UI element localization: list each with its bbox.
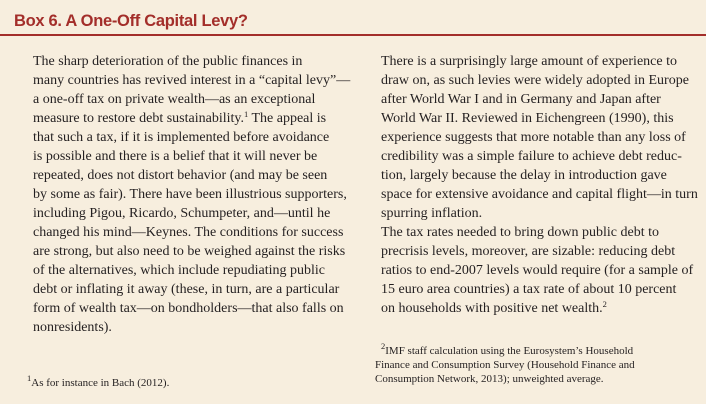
text-line: spurring inflation. bbox=[381, 206, 483, 221]
text-line: credibility was a simple failure to achieve debt reduc- bbox=[381, 149, 682, 164]
text-line: tion, largely because the delay in introduction gave bbox=[381, 168, 667, 183]
footnote-line: Consumption Network, 2013); unweighted average. bbox=[375, 373, 604, 385]
footnote-text: As for instance in Bach (2012). bbox=[31, 377, 170, 389]
text-segment: on households with positive net wealth. bbox=[381, 301, 603, 316]
text-line: debt or inflating it away (these, in turn, are a particular bbox=[33, 282, 340, 297]
title-rule bbox=[0, 34, 706, 36]
footnote-line bbox=[375, 341, 695, 358]
text-segment: measure to restore debt sustainability. bbox=[33, 111, 244, 126]
footnote-text: IMF staff calculation using the Eurosystem’s Household bbox=[385, 345, 634, 357]
text-line: that such a tax, if it is implemented before avoidance bbox=[33, 130, 330, 145]
text-line: is possible and there is a belief that it will never be bbox=[33, 149, 318, 164]
text-line: of the alternatives, which include repudiating public bbox=[33, 263, 325, 278]
footnote-marker: 2 bbox=[381, 341, 386, 351]
right-paragraph-1 bbox=[369, 52, 698, 223]
text-line: by some as fair). There have been illustrious supporters, bbox=[33, 187, 347, 202]
text-line bbox=[369, 299, 695, 318]
text-line: including Pigou, Ricardo, Schumpeter, and—until he bbox=[33, 206, 331, 221]
text-line: space for extensive avoidance and capital flight—in turn bbox=[381, 187, 698, 202]
text-line: There is a surprisingly large amount of experience to bbox=[381, 54, 677, 69]
text-line: repeated, does not distort behavior (and may be seen bbox=[33, 168, 328, 183]
text-line: draw on, as such levies were widely adopted in Europe bbox=[381, 73, 689, 88]
text-line: ratios to end-2007 levels would require (for a sample of bbox=[381, 263, 694, 278]
footnote-1 bbox=[27, 373, 347, 390]
footnote-ref-2: 2 bbox=[602, 299, 607, 309]
text-line: after World War I and in Germany and Japan after bbox=[381, 92, 661, 107]
footnote-2 bbox=[375, 341, 695, 386]
footnote-marker: 1 bbox=[27, 373, 32, 383]
text-line: are strong, but also need to be weighed against the risks bbox=[33, 244, 346, 259]
text-line: 15 euro area countries) a tax rate of about 10 percent bbox=[381, 282, 677, 297]
text-segment: The appeal is bbox=[248, 111, 327, 126]
text-line: precrisis levels, moreover, are sizable: reducing debt bbox=[381, 244, 676, 259]
right-column bbox=[369, 52, 698, 318]
text-line: The tax rates needed to bring down public debt to bbox=[381, 225, 659, 240]
right-paragraph-2 bbox=[369, 223, 695, 318]
text-line: a one-off tax on private wealth—as an exceptional bbox=[33, 92, 316, 107]
text-line: many countries has revived interest in a “capital levy”— bbox=[33, 73, 351, 88]
text-line: World War II. Reviewed in Eichengreen (1990), this bbox=[381, 111, 674, 126]
text-line: form of wealth tax—on bondholders—that also falls on bbox=[33, 301, 344, 316]
text-line: The sharp deterioration of the public finances in bbox=[33, 54, 303, 69]
box-title: Box 6. A One-Off Capital Levy? bbox=[14, 12, 248, 30]
text-line bbox=[21, 109, 351, 128]
footnote-line: Finance and Consumption Survey (Household Finance and bbox=[375, 359, 635, 371]
text-line: nonresidents). bbox=[33, 320, 112, 335]
left-column bbox=[21, 52, 351, 337]
text-line: changed his mind—Keynes. The conditions for success bbox=[33, 225, 344, 240]
text-line: experience suggests that more notable than any loss of bbox=[381, 130, 686, 145]
left-paragraph bbox=[21, 52, 351, 337]
footnote-line bbox=[27, 373, 347, 390]
footnote-ref-1: 1 bbox=[243, 109, 249, 119]
